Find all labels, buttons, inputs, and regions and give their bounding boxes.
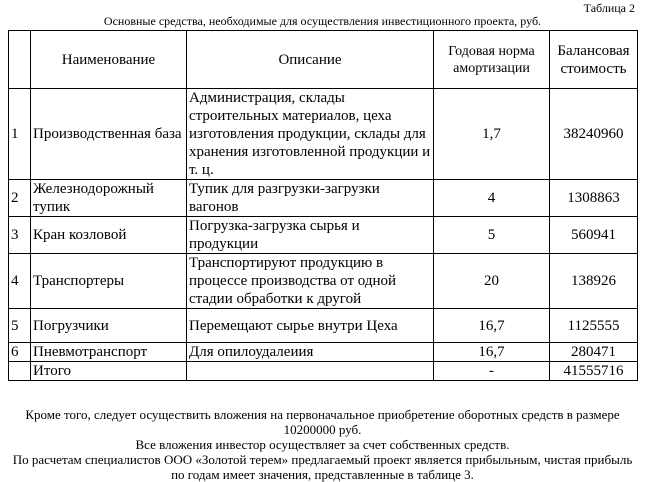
- row-num: 1: [9, 89, 31, 180]
- note-paragraph: По расчетам специалистов ООО «Золотой терем» предлагаемый проект является прибыльным, чистая прибыль по годам имеет значения, представленные в таблице 3.: [12, 452, 633, 482]
- row-balance: 560941: [550, 217, 638, 254]
- total-balance: 41555716: [550, 362, 638, 381]
- row-name: Пневмотранспорт: [31, 343, 187, 362]
- total-row: [9, 362, 638, 381]
- row-balance: 1125555: [550, 309, 638, 343]
- row-num: 3: [9, 217, 31, 254]
- row-balance: 1308863: [550, 180, 638, 217]
- row-description: Перемещают сырье внутри Цеха: [187, 309, 434, 343]
- row-balance: 280471: [550, 343, 638, 362]
- row-description: Погрузка-загрузка сырья и продукции: [187, 217, 434, 254]
- note-paragraph: Все вложения инвестор осуществляет за счет собственных средств.: [135, 437, 510, 452]
- row-description: Администрация, склады строительных материалов, цеха изготовления продукции, склады для хранения изготовленной продукции и т. ц.: [187, 89, 434, 180]
- row-description: Тупик для разгрузки-загрузки вагонов: [187, 180, 434, 217]
- header-description: Описание: [187, 31, 434, 89]
- header-balance: Балансовая стоимость: [550, 31, 638, 89]
- row-num: 6: [9, 343, 31, 362]
- row-name: Производственная база: [31, 89, 187, 180]
- row-depreciation: 4: [434, 180, 550, 217]
- table-row: [9, 180, 638, 217]
- header-row: [9, 31, 638, 89]
- row-depreciation: 16,7: [434, 309, 550, 343]
- header-num: [9, 31, 31, 89]
- row-num: 2: [9, 180, 31, 217]
- table-caption: Основные средства, необходимые для осуществления инвестиционного проекта, руб.: [103, 14, 542, 28]
- total-depreciation: -: [434, 362, 550, 381]
- row-name: Железнодорожный тупик: [31, 180, 187, 217]
- row-depreciation: 20: [434, 254, 550, 309]
- row-balance: 138926: [550, 254, 638, 309]
- row-balance: 38240960: [550, 89, 638, 180]
- table-row: [9, 89, 638, 180]
- table-row: [9, 343, 638, 362]
- header-name: Наименование: [31, 31, 187, 89]
- total-num: [9, 362, 31, 381]
- table-row: [9, 254, 638, 309]
- note-paragraph: Кроме того, следует осуществить вложения на первоначальное приобретение оборотных средств в размере 10200000 руб.: [25, 407, 620, 437]
- row-depreciation: 1,7: [434, 89, 550, 180]
- row-name: Кран козловой: [31, 217, 187, 254]
- total-description: [187, 362, 434, 381]
- row-depreciation: 16,7: [434, 343, 550, 362]
- table-number: Таблица 2: [583, 1, 635, 15]
- notes-block: [10, 407, 635, 482]
- row-description: Транспортируют продукцию в процессе производства от одной стадии обработки к другой: [187, 254, 434, 309]
- row-num: 5: [9, 309, 31, 343]
- row-description: Для опилоудалеиия: [187, 343, 434, 362]
- total-label: Итого: [31, 362, 187, 381]
- row-name: Погрузчики: [31, 309, 187, 343]
- row-name: Транспортеры: [31, 254, 187, 309]
- row-depreciation: 5: [434, 217, 550, 254]
- fixed-assets-table: [8, 30, 638, 381]
- header-depreciation: Годовая норма амортизации: [434, 31, 550, 89]
- table-row: [9, 217, 638, 254]
- table-row: [9, 309, 638, 343]
- row-num: 4: [9, 254, 31, 309]
